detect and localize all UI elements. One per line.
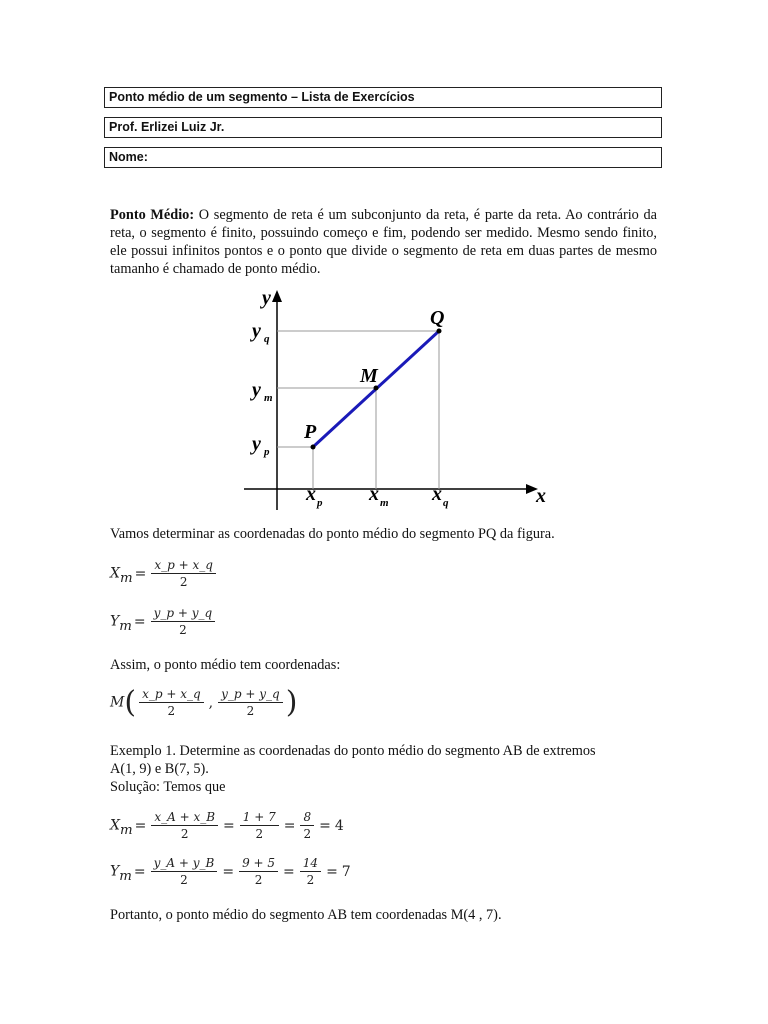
text-determine: Vamos determinar as coordenadas do ponto médio do segmento PQ da figura. xyxy=(110,526,555,542)
point-q-label: Q xyxy=(430,307,445,329)
conclusion-text: Portanto, o ponto médio do segmento AB tem coordenadas M(4 , 7). xyxy=(110,907,502,923)
calc-ym: $Y_m$ = $\frac{y\_A + y\_B}{2}$ = $\frac{9 + 5}{2}$ = $\frac{14}{2}$ = 7 xyxy=(110,856,351,887)
yq-sub: q xyxy=(264,333,270,345)
example-line-1: Exemplo 1. Determine as coordenadas do ponto médio do segmento AB de extremos xyxy=(110,743,596,759)
example-line-2: A(1, 9) e B(7, 5). xyxy=(110,761,209,777)
formula-xm: $X_m$ = $\frac{x\_p + x\_q}{2}$ xyxy=(110,558,219,589)
xp-sub: p xyxy=(317,497,323,509)
point-m-label: M xyxy=(360,365,378,387)
xm-label: x xyxy=(369,483,379,505)
xq-sub: q xyxy=(443,497,449,509)
intro-term: Ponto Médio: xyxy=(110,207,195,223)
point-q-dot xyxy=(437,329,442,334)
intro-text: O segmento de reta é um subconjunto da reta, é parte da reta. Ao contrário da reta, o segmento é finito, possuindo começo e fim, podendo ser medido. Mesmo sendo finito, ele possui infinitos pontos e o ponto que divide o segmento de reta em duas partes de mesmo tamanho é chamado de ponto médio. xyxy=(110,207,657,277)
xq-label: x xyxy=(432,483,442,505)
yp-sub: p xyxy=(264,446,270,458)
yq-label: y xyxy=(252,320,261,342)
intro-paragraph xyxy=(110,206,657,278)
formula-midpoint: M( $\frac{x\_p + x\_q}{2}$ , $\frac{y\_p + y\_q}{2}$ ) xyxy=(110,685,298,720)
text-assim: Assim, o ponto médio tem coordenadas: xyxy=(110,657,341,673)
y-axis-label: y xyxy=(262,287,271,309)
example-line-3: Solução: Temos que xyxy=(110,779,226,795)
student-name-field[interactable]: Nome: xyxy=(104,147,662,168)
y-axis-arrow-icon xyxy=(272,290,282,302)
xm-sub: m xyxy=(380,497,389,509)
point-p-dot xyxy=(311,445,316,450)
xp-label: x xyxy=(306,483,316,505)
document-title: Ponto médio de um segmento – Lista de Exercícios xyxy=(104,87,662,108)
midpoint-figure xyxy=(240,284,560,514)
point-p-label: P xyxy=(304,421,317,443)
ym-label: y xyxy=(252,379,261,401)
formula-ym: $Y_m$ = $\frac{y\_p + y\_q}{2}$ xyxy=(110,606,218,637)
calc-xm: $X_m$ = $\frac{x\_A + x\_B}{2}$ = $\frac{1 + 7}{2}$ = $\frac{8}{2}$ = 4 xyxy=(110,810,344,841)
ym-sub: m xyxy=(264,392,273,404)
professor-name: Prof. Erlizei Luiz Jr. xyxy=(104,117,662,138)
x-axis-label: x xyxy=(536,485,546,507)
yp-label: y xyxy=(252,433,261,455)
